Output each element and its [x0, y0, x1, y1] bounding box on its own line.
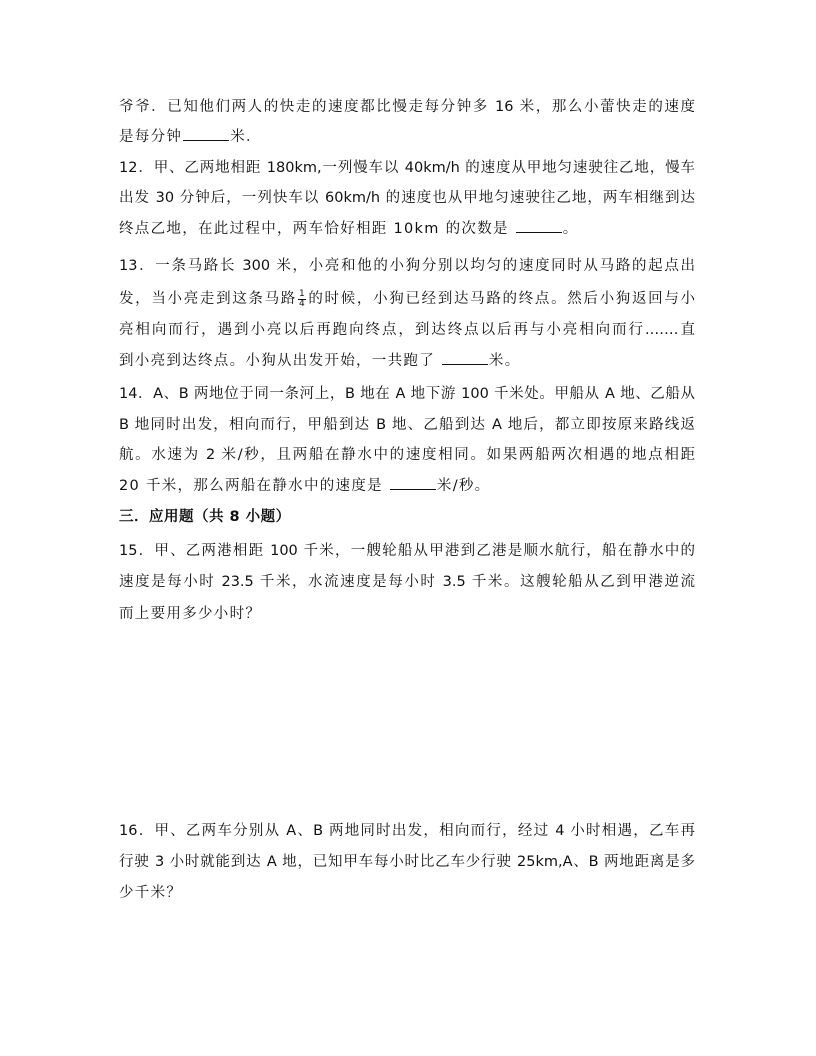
q11-text-line-2: 是每分钟 米． [119, 129, 262, 145]
q12-line-1: 12．甲、乙两地相距 180km,一列慢车以 40km/h 的速度从甲地匀速驶往乙地，慢车 [119, 160, 695, 176]
one-quarter-fraction: $\frac{1}{4}$ [298, 288, 305, 309]
q14-line-1: 14．A、B 两地位于同一条河上，B 地在 A 地下游 100 千米处。甲船从 A 地、乙船从 [119, 386, 695, 402]
q13-line-4: 到小亮到达终点。小狗从出发开始，一共跑了 米。 [119, 353, 521, 369]
answer-blank [442, 352, 488, 365]
answer-blank [390, 477, 436, 490]
q16-line-2: 行驶 3 小时就能到达 A 地，已知甲车每小时比乙车少行驶 25km,A、B 两地距离是多 [119, 854, 695, 870]
q16-line-1: 16．甲、乙两车分别从 A、B 两地同时出发，相向而行，经过 4 小时相遇，乙车再 [119, 823, 695, 839]
q15-line-2: 速度是每小时 23.5 千米，水流速度是每小时 3.5 千米。这艘轮船从乙到甲港逆流 [119, 574, 695, 590]
q13-line-3: 亮相向而行，遇到小亮以后再跑向终点，到达终点以后再与小亮相向而行.……直 [119, 322, 695, 338]
answer-blank [183, 128, 229, 141]
q14-line-2: B 地同时出发，相向而行，甲船到达 B 地、乙船到达 A 地后，都立即按原来路线返 [119, 417, 695, 433]
q15-line-3: 而上要用多少小时？ [119, 606, 262, 622]
section-heading: 三．应用题（共 8 小题） [119, 509, 291, 525]
q13-line-1: 13．一条马路长 300 米，小亮和他的小狗分别以均匀的速度同时从马路的起点出 [119, 258, 695, 274]
q16-line-3: 少千米？ [119, 885, 183, 901]
q14-line-4: 20 千米，那么两船在静水中的速度是 米/秒。 [119, 478, 491, 494]
q12-line-2: 出发 30 分钟后，一列快车以 60km/h 的速度也从甲地匀速驶往乙地，两车相继到达 [119, 190, 695, 206]
q13-line-2: 发，当小亮走到这条马路 $\frac{1}{4}$ 的时候，小狗已经到达马路的终点。然后小狗返回与小 [119, 288, 695, 309]
answer-blank [516, 220, 562, 233]
q14-line-3: 航。水速为 2 米/秒，且两船在静水中的速度相同。如果两船两次相遇的地点相距 [119, 447, 695, 463]
q12-line-3: 终点乙地，在此过程中，两车恰好相距 10km 的次数是 。 [119, 221, 579, 237]
q15-line-1: 15．甲、乙两港相距 100 千米，一艘轮船从甲港到乙港是顺水航行，船在静水中的 [119, 543, 695, 559]
q11-text-line-1: 爷爷．已知他们两人的快走的速度都比慢走每分钟多 16 米，那么小蕾快走的速度 [119, 99, 695, 115]
